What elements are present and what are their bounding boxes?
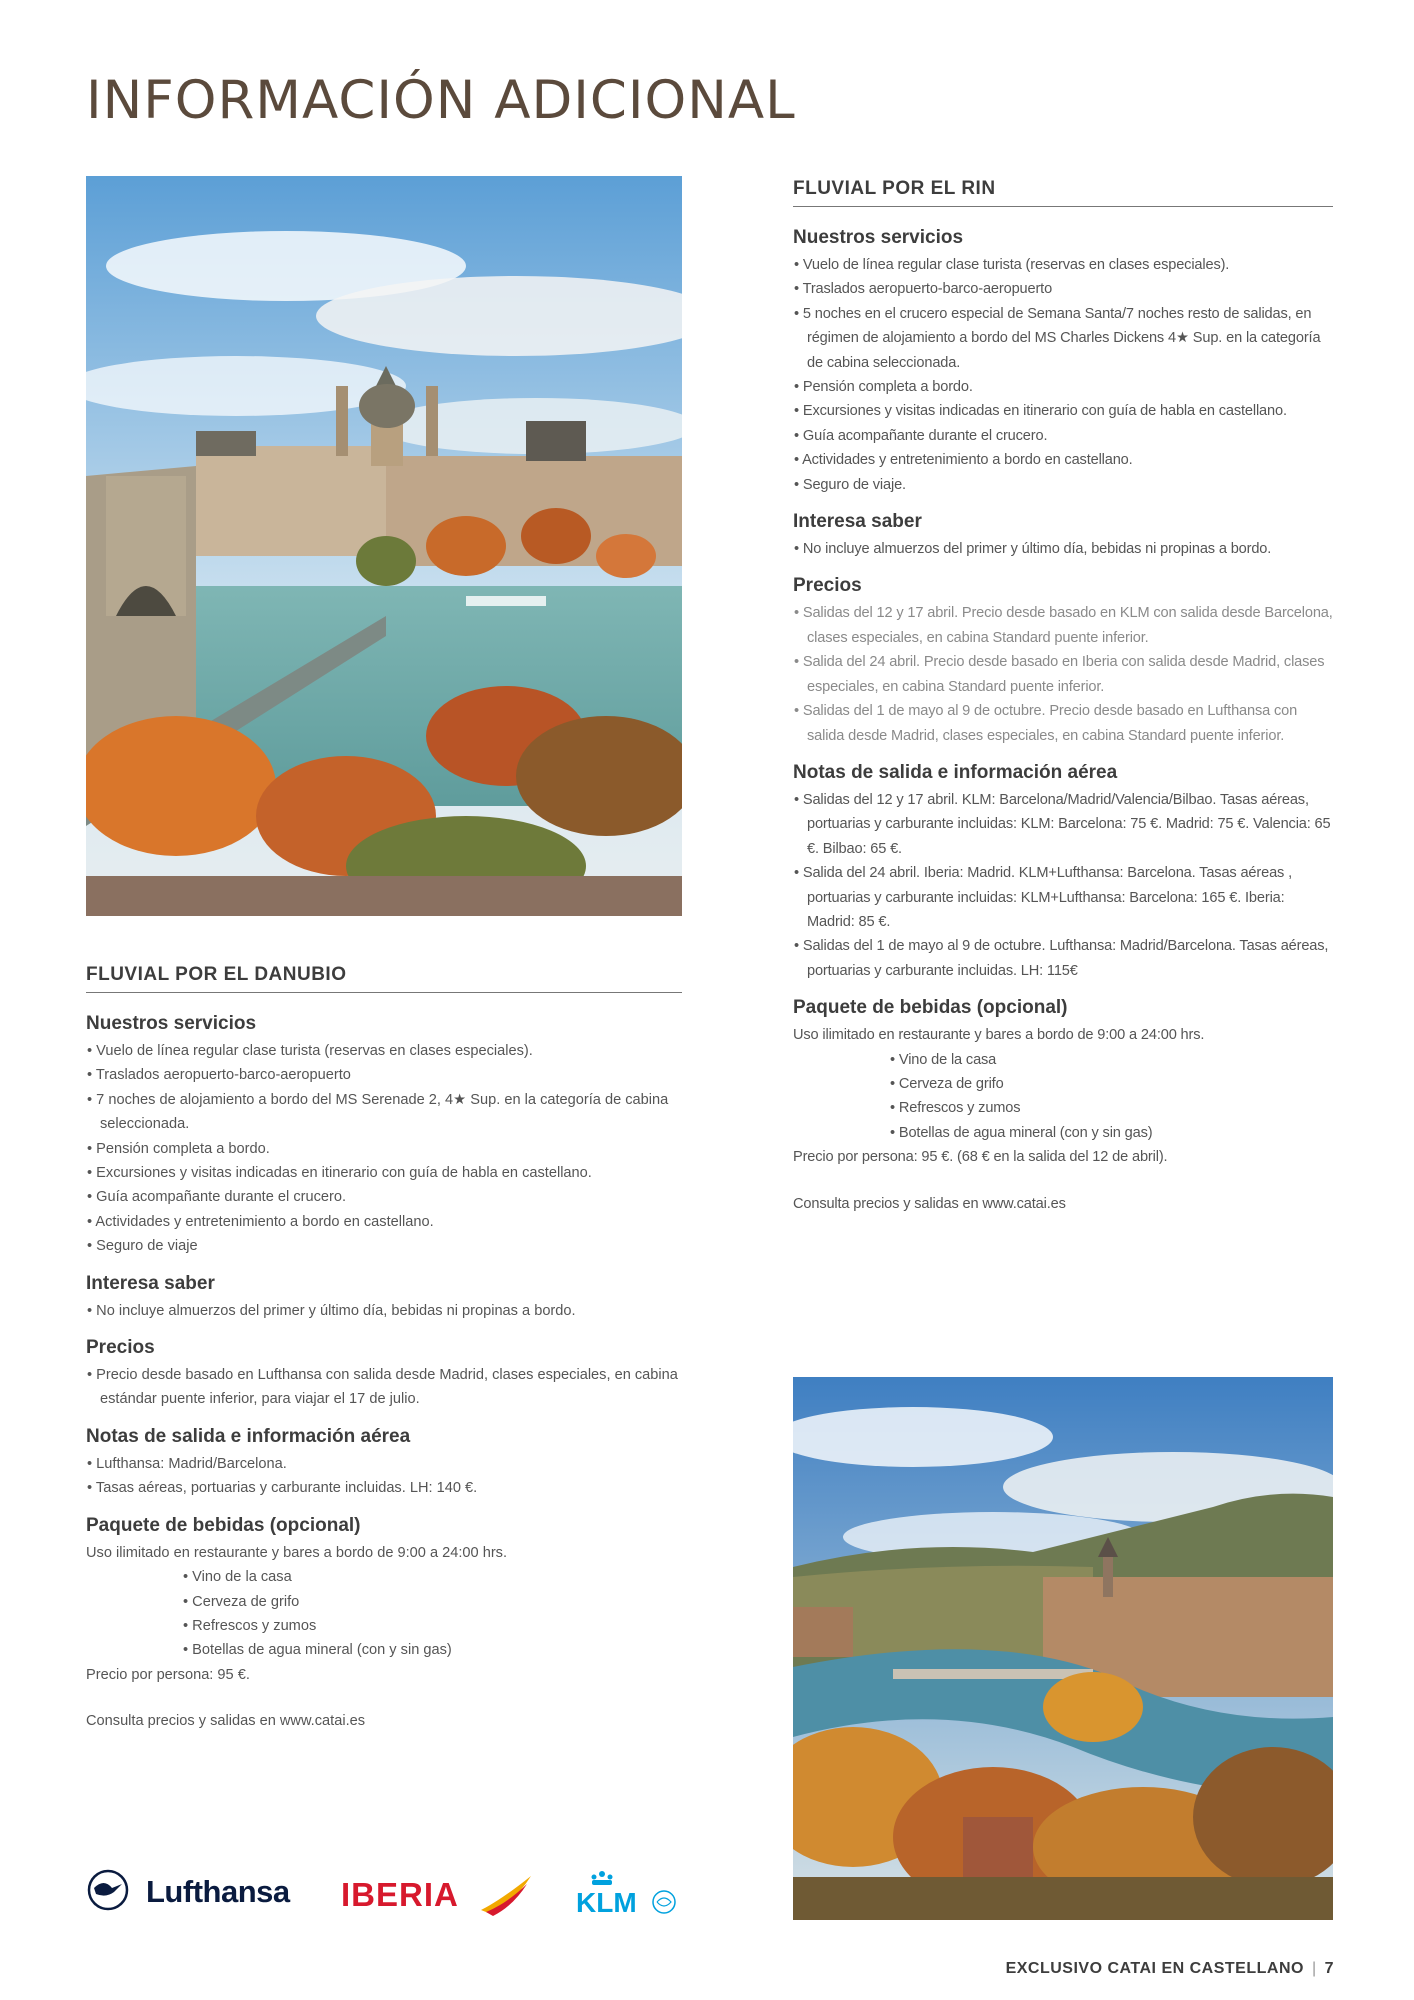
list-item: • Actividades y entretenimiento a bordo en castellano. xyxy=(86,1210,682,1234)
rin-notas-heading: Notas de salida e información aérea xyxy=(793,761,1118,783)
list-item: • Vino de la casa xyxy=(86,1565,682,1589)
danubio-consulta: Consulta precios y salidas en www.catai.es xyxy=(86,1713,366,1730)
list-item: • 5 noches en el crucero especial de Semana Santa/7 noches resto de salidas, en régimen de alojamiento a bordo del MS Charles Dickens 4★ Sup. en la categoría de cabina seleccionada. xyxy=(793,302,1333,375)
rin-precios-heading: Precios xyxy=(793,575,862,597)
klm-crown-icon xyxy=(592,1871,613,1885)
rin-bebidas-intro: Uso ilimitado en restaurante y bares a bordo de 9:00 a 24:00 hrs. xyxy=(793,1027,1205,1044)
danubio-precios-list xyxy=(86,1363,682,1412)
rin-precios-list xyxy=(793,601,1333,747)
list-item: • Vuelo de línea regular clase turista (reservas en clases especiales). xyxy=(793,253,1333,277)
iberia-logo xyxy=(341,1870,541,1921)
danubio-notas-heading: Notas de salida e información aérea xyxy=(86,1425,411,1447)
footer-divider: | xyxy=(1311,1960,1317,1977)
iberia-swoosh-icon xyxy=(481,1876,531,1914)
list-item: • Vino de la casa xyxy=(793,1048,1333,1072)
list-item: • Refrescos y zumos xyxy=(793,1096,1333,1120)
iberia-wordmark: IBERIA xyxy=(341,1876,459,1913)
footer-text: EXCLUSIVO CATAI EN CASTELLANO xyxy=(1005,1960,1304,1977)
rin-section xyxy=(793,178,1333,1216)
list-item: • Pensión completa a bordo. xyxy=(793,375,1333,399)
rin-saber-heading: Interesa saber xyxy=(793,511,922,533)
danubio-notas-list xyxy=(86,1452,682,1501)
danubio-saber-list xyxy=(86,1299,682,1323)
rin-bebidas-list xyxy=(793,1048,1333,1146)
list-item: • Pensión completa a bordo. xyxy=(86,1137,682,1161)
danubio-bebidas-precio: Precio por persona: 95 €. xyxy=(86,1666,250,1683)
danubio-section xyxy=(86,964,682,1734)
danubio-title: FLUVIAL POR EL DANUBIO xyxy=(86,964,682,993)
danubio-bebidas-intro: Uso ilimitado en restaurante y bares a bordo de 9:00 a 24:00 hrs. xyxy=(86,1544,508,1561)
klm-logo xyxy=(564,1868,684,1923)
list-item: • Cerveza de grifo xyxy=(86,1590,682,1614)
list-item: • Tasas aéreas, portuarias y carburante incluidas. LH: 140 €. xyxy=(86,1476,682,1500)
list-item: • Salidas del 12 y 17 abril. KLM: Barcelona/Madrid/Valencia/Bilbao. Tasas aéreas, portuarias y carburante incluidas: KLM: Barcelona: 75 €. Madrid: 75 €. Valencia: 65 €. Bilbao: 65 €. xyxy=(793,788,1333,861)
rin-servicios-heading: Nuestros servicios xyxy=(793,227,964,248)
lufthansa-crane-icon xyxy=(86,1868,130,1912)
list-item: • No incluye almuerzos del primer y último día, bebidas ni propinas a bordo. xyxy=(86,1299,682,1323)
rin-consulta: Consulta precios y salidas en www.catai.es xyxy=(793,1195,1066,1212)
danubio-precios-heading: Precios xyxy=(86,1337,155,1359)
list-item: • Salida del 24 abril. Iberia: Madrid. KLM+Lufthansa: Barcelona. Tasas aéreas , portuarias y carburante incluidas: KLM+Lufthansa: Barcelona: 165 €. Iberia: Madrid: 85 €. xyxy=(793,861,1333,934)
list-item: • Botellas de agua mineral (con y sin gas) xyxy=(86,1638,682,1662)
rhine-photo xyxy=(793,1377,1333,1920)
list-item: • Seguro de viaje xyxy=(86,1234,682,1258)
page-title: INFORMACIÓN ADICIONAL xyxy=(86,70,796,131)
list-item: • Seguro de viaje. xyxy=(793,473,1333,497)
list-item: • Traslados aeropuerto-barco-aeropuerto xyxy=(793,277,1333,301)
list-item: • Refrescos y zumos xyxy=(86,1614,682,1638)
list-item: • Precio desde basado en Lufthansa con salida desde Madrid, clases especiales, en cabina estándar puente inferior, para viajar el 17 de julio. xyxy=(86,1363,682,1412)
list-item: • Excursiones y visitas indicadas en itinerario con guía de habla en castellano. xyxy=(793,399,1333,423)
rin-saber-list xyxy=(793,537,1333,561)
list-item: • Salidas del 1 de mayo al 9 de octubre. Lufthansa: Madrid/Barcelona. Tasas aéreas, portuarias y carburante incluidas. LH: 115€ xyxy=(793,934,1333,983)
list-item: • Guía acompañante durante el crucero. xyxy=(793,424,1333,448)
rin-servicios-list xyxy=(793,253,1333,497)
danubio-bebidas-heading: Paquete de bebidas (opcional) xyxy=(86,1514,361,1536)
list-item: • No incluye almuerzos del primer y último día, bebidas ni propinas a bordo. xyxy=(793,537,1333,561)
rin-notas-list xyxy=(793,788,1333,983)
page-footer xyxy=(1006,1960,1334,1978)
list-item: • Excursiones y visitas indicadas en itinerario con guía de habla en castellano. xyxy=(86,1161,682,1185)
klm-wordmark: KLM xyxy=(576,1887,637,1918)
list-item: • Actividades y entretenimiento a bordo en castellano. xyxy=(793,448,1333,472)
lufthansa-wordmark: Lufthansa xyxy=(146,1874,290,1909)
list-item: • Lufthansa: Madrid/Barcelona. xyxy=(86,1452,682,1476)
rin-title: FLUVIAL POR EL RIN xyxy=(793,178,1333,207)
airline-logos xyxy=(86,1868,686,1918)
list-item: • Traslados aeropuerto-barco-aeropuerto xyxy=(86,1063,682,1087)
danubio-servicios-list xyxy=(86,1039,682,1259)
danubio-bebidas-list xyxy=(86,1565,682,1663)
list-item: • Cerveza de grifo xyxy=(793,1072,1333,1096)
danubio-servicios-heading: Nuestros servicios xyxy=(86,1013,257,1034)
rin-bebidas-heading: Paquete de bebidas (opcional) xyxy=(793,997,1068,1019)
list-item: • 7 noches de alojamiento a bordo del MS Serenade 2, 4★ Sup. en la categoría de cabina seleccionada. xyxy=(86,1088,682,1137)
list-item: • Salida del 24 abril. Precio desde basado en Iberia con salida desde Madrid, clases especiales, en cabina Standard puente inferior. xyxy=(793,650,1333,699)
lufthansa-logo xyxy=(86,1868,290,1917)
page-number: 7 xyxy=(1324,1960,1334,1977)
list-item: • Guía acompañante durante el crucero. xyxy=(86,1185,682,1209)
list-item: • Vuelo de línea regular clase turista (reservas en clases especiales). xyxy=(86,1039,682,1063)
list-item: • Salidas del 1 de mayo al 9 de octubre. Precio desde basado en Lufthansa con salida desde Madrid, clases especiales, en cabina Standard puente inferior. xyxy=(793,699,1333,748)
danubio-saber-heading: Interesa saber xyxy=(86,1272,215,1294)
list-item: • Botellas de agua mineral (con y sin gas) xyxy=(793,1121,1333,1145)
list-item: • Salidas del 12 y 17 abril. Precio desde basado en KLM con salida desde Barcelona, clases especiales, en cabina Standard puente inferior. xyxy=(793,601,1333,650)
budapest-photo xyxy=(86,176,682,916)
rin-bebidas-precio: Precio por persona: 95 €. (68 € en la salida del 12 de abril). xyxy=(793,1149,1168,1166)
